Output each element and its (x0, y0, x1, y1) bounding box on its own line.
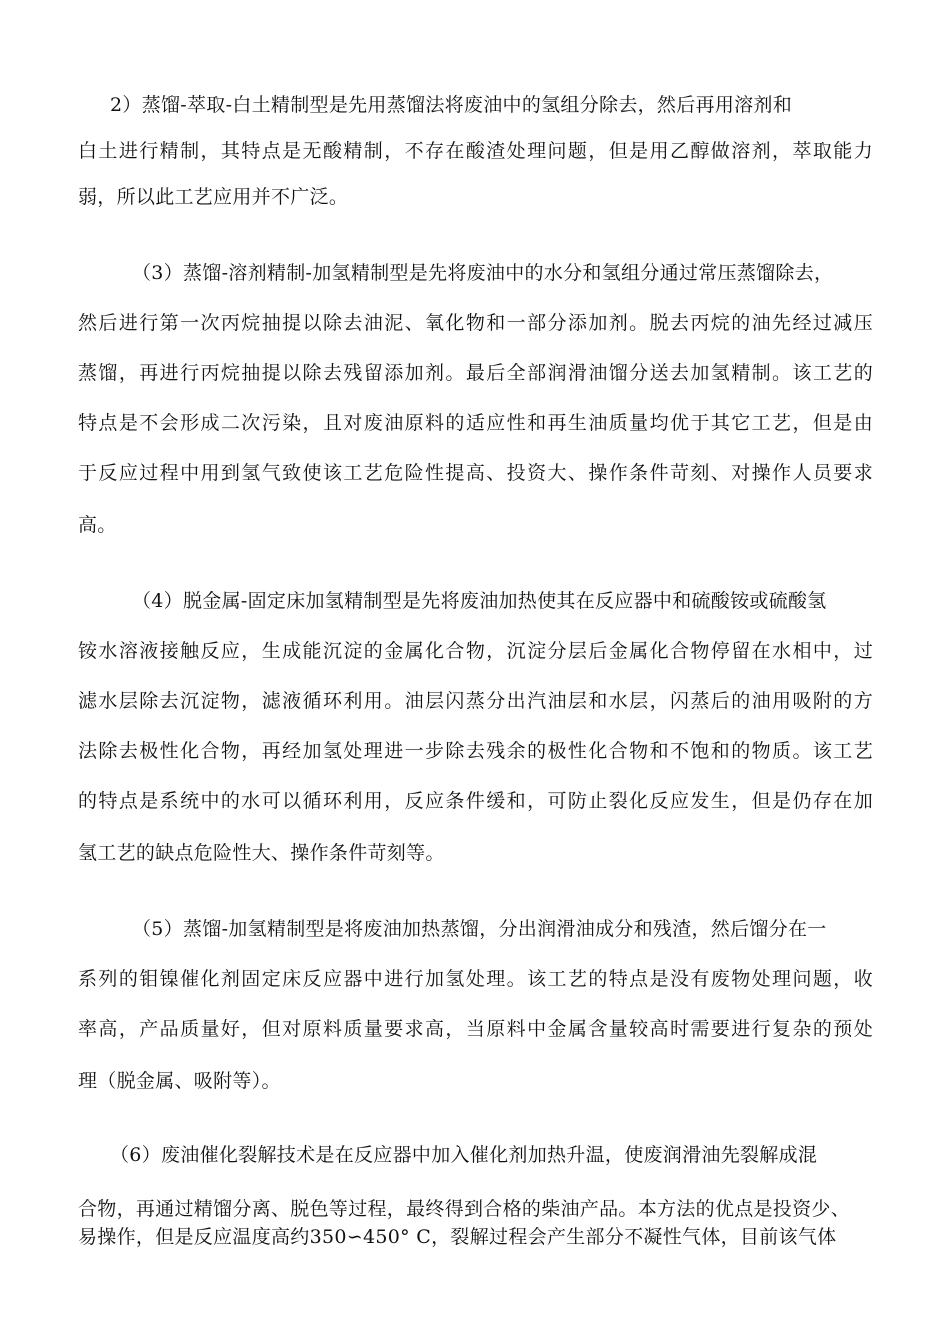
paragraph-5-line-2: 合物，再通过精馏分离、脱色等过程，最终得到合格的柴油产品。本方法的优点是投资少、 (78, 1198, 851, 1220)
paragraph-4-line-2: 系列的钼镍催化剂固定床反应器中进行加氢处理。该工艺的特点是没有废物处理问题，收 (78, 968, 873, 990)
paragraph-1-line-3: 弱，所以此工艺应用并不广泛。 (78, 186, 349, 208)
paragraph-3-line-4: 法除去极性化合物，再经加氢处理进一步除去残余的极性化合物和不饱和的物质。该工艺 (78, 740, 873, 762)
paragraph-1-line-1: 2）蒸馏-萃取-白土精制型是先用蒸馏法将废油中的氢组分除去，然后再用溶剂和 (110, 94, 793, 116)
paragraph-2-line-6: 高。 (78, 514, 117, 536)
paragraph-2-line-2: 然后进行第一次丙烷抽提以除去油泥、氧化物和一部分添加剂。脱去丙烷的油先经过减压 (78, 312, 873, 334)
paragraph-3-line-6: 氢工艺的缺点危险性大、操作条件苛刻等。 (78, 842, 445, 864)
paragraph-3-line-1: （4）脱金属-固定床加氢精制型是先将废油加热使其在反应器中和硫酸铵或硫酸氢 (132, 590, 827, 612)
paragraph-4-line-4: 理（脱金属、吸附等）。 (78, 1070, 281, 1092)
paragraph-2-line-4: 特点是不会形成二次污染，且对废油原料的适应性和再生油质量均优于其它工艺，但是由 (78, 412, 873, 434)
paragraph-1-line-2: 白土进行精制，其特点是无酸精制，不存在酸渣处理问题，但是用乙醇做溶剂，萃取能力 (78, 140, 873, 162)
paragraph-4-line-1: （5）蒸馏-加氢精制型是将废油加热蒸馏，分出润滑油成分和残渣，然后馏分在一 (132, 918, 827, 940)
paragraph-2-line-1: （3）蒸馏-溶剂精制-加氢精制型是先将废油中的水分和氢组分通过常压蒸馏除去， (132, 262, 834, 284)
paragraph-5-line-1: （6）废油催化裂解技术是在反应器中加入催化剂加热升温，使废润滑油先裂解成混 (110, 1144, 818, 1166)
paragraph-3-line-3: 滤水层除去沉淀物，滤液循环利用。油层闪蒸分出汽油层和水层，闪蒸后的油用吸附的方 (78, 690, 873, 712)
paragraph-4-line-3: 率高，产品质量好，但对原料质量要求高，当原料中金属含量较高时需要进行复杂的预处 (78, 1018, 873, 1040)
paragraph-5-line-3: 易操作，但是反应温度高约350∽450° C，裂解过程会产生部分不凝性气体，目前该气体 (78, 1226, 837, 1248)
paragraph-3-line-2: 铵水溶液接触反应，生成能沉淀的金属化合物，沉淀分层后金属化合物停留在水相中，过 (78, 640, 873, 662)
paragraph-2-line-3: 蒸馏，再进行丙烷抽提以除去残留添加剂。最后全部润滑油馏分送去加氢精制。该工艺的 (78, 362, 873, 384)
paragraph-3-line-5: 的特点是系统中的水可以循环利用，反应条件缓和，可防止裂化反应发生，但是仍存在加 (78, 790, 873, 812)
paragraph-2-line-5: 于反应过程中用到氢气致使该工艺危险性提高、投资大、操作条件苛刻、对操作人员要求 (78, 462, 873, 484)
